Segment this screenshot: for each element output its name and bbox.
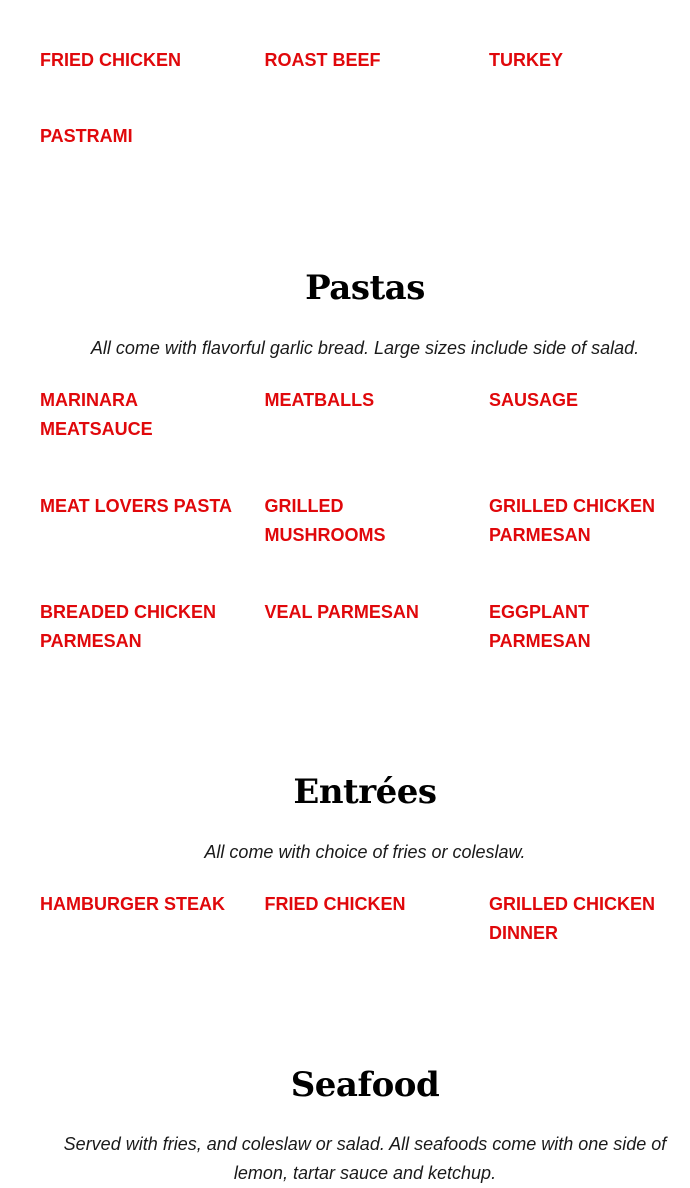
menu-item-grilled-chicken-parmesan[interactable]: GRILLED CHICKEN PARMESAN xyxy=(489,496,655,545)
menu-item-meatballs[interactable]: MEATBALLS xyxy=(264,390,375,410)
menu-item-grilled-mushrooms[interactable]: GRILLED MUSHROOMS xyxy=(264,496,386,545)
entrees-title: Entrées xyxy=(293,772,437,812)
menu-item-marinara-meatsauce[interactable]: MARINARA MEATSAUCE xyxy=(40,390,153,439)
entrees-description: All come with choice of fries or coleslaw. xyxy=(204,842,526,862)
entrees-grid xyxy=(40,890,680,947)
menu-item-eggplant-parmesan[interactable]: EGGPLANT PARMESAN xyxy=(489,602,591,651)
menu-item-entree-fried-chicken[interactable]: FRIED CHICKEN xyxy=(264,894,406,914)
menu-item-veal-parmesan[interactable]: VEAL PARMESAN xyxy=(264,602,419,622)
pastas-title: Pastas xyxy=(305,268,425,308)
seafood-title: Seafood xyxy=(290,1065,440,1105)
menu-item-grilled-chicken-dinner[interactable]: GRILLED CHICKEN DINNER xyxy=(489,894,655,943)
menu-item-turkey[interactable]: TURKEY xyxy=(489,50,564,70)
menu-item-fried-chicken[interactable]: FRIED CHICKEN xyxy=(40,50,182,70)
menu-item-meat-lovers-pasta[interactable]: MEAT LOVERS PASTA xyxy=(40,496,233,516)
menu-item-roast-beef[interactable]: ROAST BEEF xyxy=(264,50,381,70)
seafood-description: Served with fries, and coleslaw or salad. All seafoods come with one side of lemon, tartar sauce and ketchup. xyxy=(63,1134,667,1183)
menu-item-breaded-chicken-parmesan[interactable]: BREADED CHICKEN PARMESAN xyxy=(40,602,217,651)
menu-item-sausage[interactable]: SAUSAGE xyxy=(489,390,579,410)
menu-item-pastrami[interactable]: PASTRAMI xyxy=(40,125,133,146)
pastas-grid xyxy=(40,386,680,655)
sandwiches-grid xyxy=(40,46,680,150)
pastas-description: All come with flavorful garlic bread. Large sizes include side of salad. xyxy=(90,338,640,358)
menu-item-hamburger-steak[interactable]: HAMBURGER STEAK xyxy=(40,894,226,914)
